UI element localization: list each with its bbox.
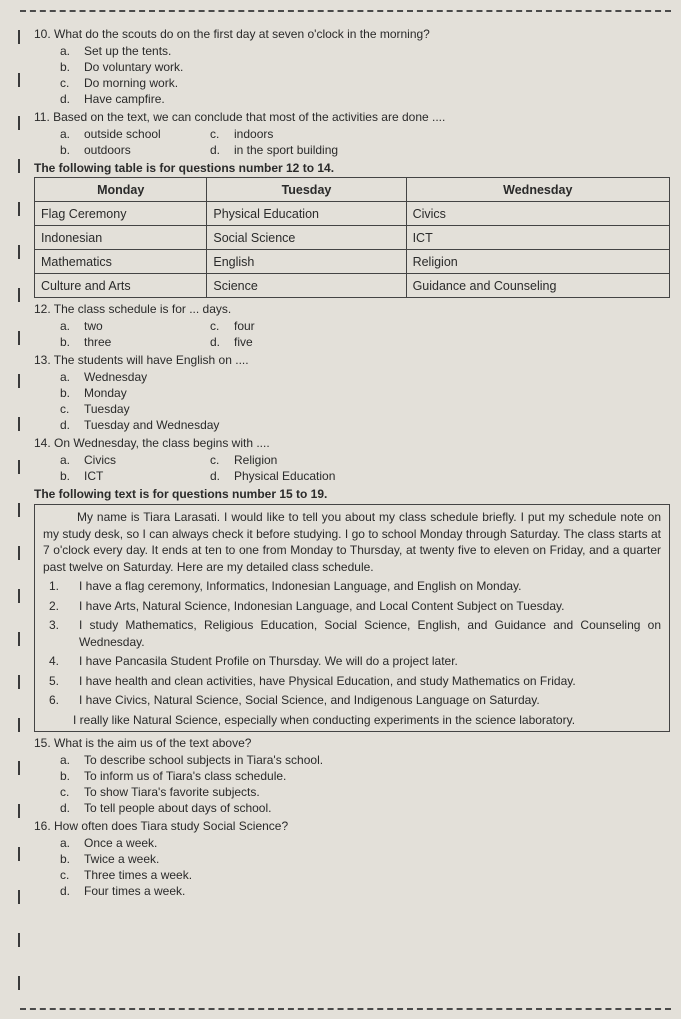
margin-tick xyxy=(18,761,20,775)
margin-tick xyxy=(18,288,20,302)
header-monday: Monday xyxy=(35,178,207,202)
passage-closing: I really like Natural Science, especially when conducting experiments in the science laboratory. xyxy=(73,712,576,727)
option[interactable]: c. indoors xyxy=(210,127,274,141)
margin-tick xyxy=(18,503,20,517)
table-header-row xyxy=(35,178,670,202)
margin-tick xyxy=(18,460,20,474)
option[interactable]: d. To tell people about days of school. xyxy=(60,801,272,815)
option[interactable]: a. Once a week. xyxy=(60,836,158,850)
margin-tick xyxy=(18,890,20,904)
table-cell: Physical Education xyxy=(207,202,406,226)
margin-tick xyxy=(18,417,20,431)
margin-tick xyxy=(18,30,20,44)
table-row xyxy=(35,226,670,250)
list-item: 2. I have Arts, Natural Science, Indonesian Language, and Local Content Subject on Tuesday. xyxy=(49,598,565,613)
table-cell: English xyxy=(207,250,406,274)
list-item: 4. I have Pancasila Student Profile on Thursday. We will do a project later. xyxy=(49,654,458,668)
table-cell: Science xyxy=(207,274,406,298)
table-row xyxy=(35,202,670,226)
table-cell: Flag Ceremony xyxy=(35,202,207,226)
option[interactable]: c. Do morning work. xyxy=(60,76,179,90)
margin-tick xyxy=(18,718,20,732)
top-dashed-border xyxy=(20,10,671,12)
option[interactable]: a. Civics xyxy=(60,453,116,467)
option[interactable]: d. Have campfire. xyxy=(60,92,165,106)
bottom-dashed-border xyxy=(20,1008,671,1010)
table-cell: ICT xyxy=(406,226,669,250)
question-10-options xyxy=(60,43,670,107)
margin-tick xyxy=(18,374,20,388)
question-15: 15. What is the aim us of the text above? xyxy=(34,736,252,750)
table-cell: Religion xyxy=(406,250,669,274)
margin-tick xyxy=(18,589,20,603)
margin-tick xyxy=(18,632,20,646)
margin-tick xyxy=(18,804,20,818)
list-item: 5. I have health and clean activities, have Physical Education, and study Mathematics on Friday. xyxy=(49,673,576,688)
margin-tick xyxy=(18,933,20,947)
table-row xyxy=(35,250,670,274)
table-cell: Mathematics xyxy=(35,250,207,274)
margin-tick xyxy=(18,116,20,130)
option[interactable]: a. Set up the tents. xyxy=(60,44,172,58)
option[interactable]: d. Four times a week. xyxy=(60,884,186,898)
margin-tick xyxy=(18,847,20,861)
question-11-options xyxy=(60,126,670,158)
margin-tick xyxy=(18,546,20,560)
option[interactable]: a. two xyxy=(60,319,103,333)
table-row xyxy=(35,274,670,298)
question-12: 12. The class schedule is for ... days. xyxy=(34,302,232,316)
question-11: 11. Based on the text, we can conclude that most of the activities are done .... xyxy=(34,110,446,124)
list-item: 6. I have Civics, Natural Science, Social Science, and Indigenous Language on Saturday. xyxy=(49,693,540,707)
schedule-list xyxy=(43,578,661,709)
margin-tick xyxy=(18,73,20,87)
margin-tick xyxy=(18,675,20,689)
table-instruction: The following table is for questions number 12 to 14. xyxy=(34,161,335,175)
option[interactable]: d. Tuesday and Wednesday xyxy=(60,418,220,432)
list-item: 3. I study Mathematics, Religious Education, Social Science, English, and Guidance and Counseling on Wednesday. xyxy=(49,618,661,649)
option[interactable]: b. Monday xyxy=(60,386,127,400)
header-wednesday: Wednesday xyxy=(406,178,669,202)
question-13-options xyxy=(60,369,670,433)
table-cell: Civics xyxy=(406,202,669,226)
question-16: 16. How often does Tiara study Social Science? xyxy=(34,819,289,833)
margin-tick xyxy=(18,976,20,990)
option[interactable]: c. Three times a week. xyxy=(60,868,193,882)
option[interactable]: a. Wednesday xyxy=(60,370,148,384)
option[interactable]: c. four xyxy=(210,319,255,333)
table-cell: Guidance and Counseling xyxy=(406,274,669,298)
question-12-options xyxy=(60,318,670,350)
margin-tick xyxy=(18,202,20,216)
header-tuesday: Tuesday xyxy=(207,178,406,202)
option[interactable]: a. To describe school subjects in Tiara's school. xyxy=(60,753,324,767)
option[interactable]: b. To inform us of Tiara's class schedule. xyxy=(60,769,287,783)
table-cell: Culture and Arts xyxy=(35,274,207,298)
text-instruction: The following text is for questions number 15 to 19. xyxy=(34,487,328,501)
option[interactable]: d. five xyxy=(210,335,253,349)
class-schedule-table xyxy=(34,177,670,298)
margin-tick xyxy=(18,331,20,345)
option[interactable]: b. Do voluntary work. xyxy=(60,60,184,74)
question-13: 13. The students will have English on .... xyxy=(34,353,249,367)
option[interactable]: b. outdoors xyxy=(60,143,131,157)
question-10: 10. What do the scouts do on the first day at seven o'clock in the morning? xyxy=(34,27,430,41)
option[interactable]: b. Twice a week. xyxy=(60,852,160,866)
option[interactable]: a. outside school xyxy=(60,127,161,141)
margin-tick xyxy=(18,159,20,173)
margin-tick xyxy=(18,245,20,259)
option[interactable]: d. Physical Education xyxy=(210,469,336,483)
table-cell: Indonesian xyxy=(35,226,207,250)
option[interactable]: c. To show Tiara's favorite subjects. xyxy=(60,785,260,799)
question-16-options xyxy=(60,835,670,899)
option[interactable]: c. Religion xyxy=(210,453,278,467)
margin-marks xyxy=(18,20,22,1000)
table-cell: Social Science xyxy=(207,226,406,250)
option[interactable]: d. in the sport building xyxy=(210,143,339,157)
option[interactable]: b. three xyxy=(60,335,112,349)
question-15-options xyxy=(60,752,670,816)
question-14-options xyxy=(60,452,670,484)
list-item: 1. I have a flag ceremony, Informatics, Indonesian Language, and English on Monday. xyxy=(49,579,522,593)
worksheet-page xyxy=(34,26,670,901)
option[interactable]: b. ICT xyxy=(60,469,104,483)
reading-passage xyxy=(34,504,670,732)
question-14: 14. On Wednesday, the class begins with .... xyxy=(34,436,270,450)
option[interactable]: c. Tuesday xyxy=(60,402,130,416)
passage-intro: My name is Tiara Larasati. I would like to tell you about my class schedule briefly. I put my schedule note on my study desk, so I can always check it before studying. I go to school Monday through Saturday. The class starts at 7 o'clock every day. It ends at ten to one from Monday to Thursday, at twenty five to eleven on Friday, and a quarter past twelve on Saturday. Here are my detailed class schedule. xyxy=(43,510,661,574)
